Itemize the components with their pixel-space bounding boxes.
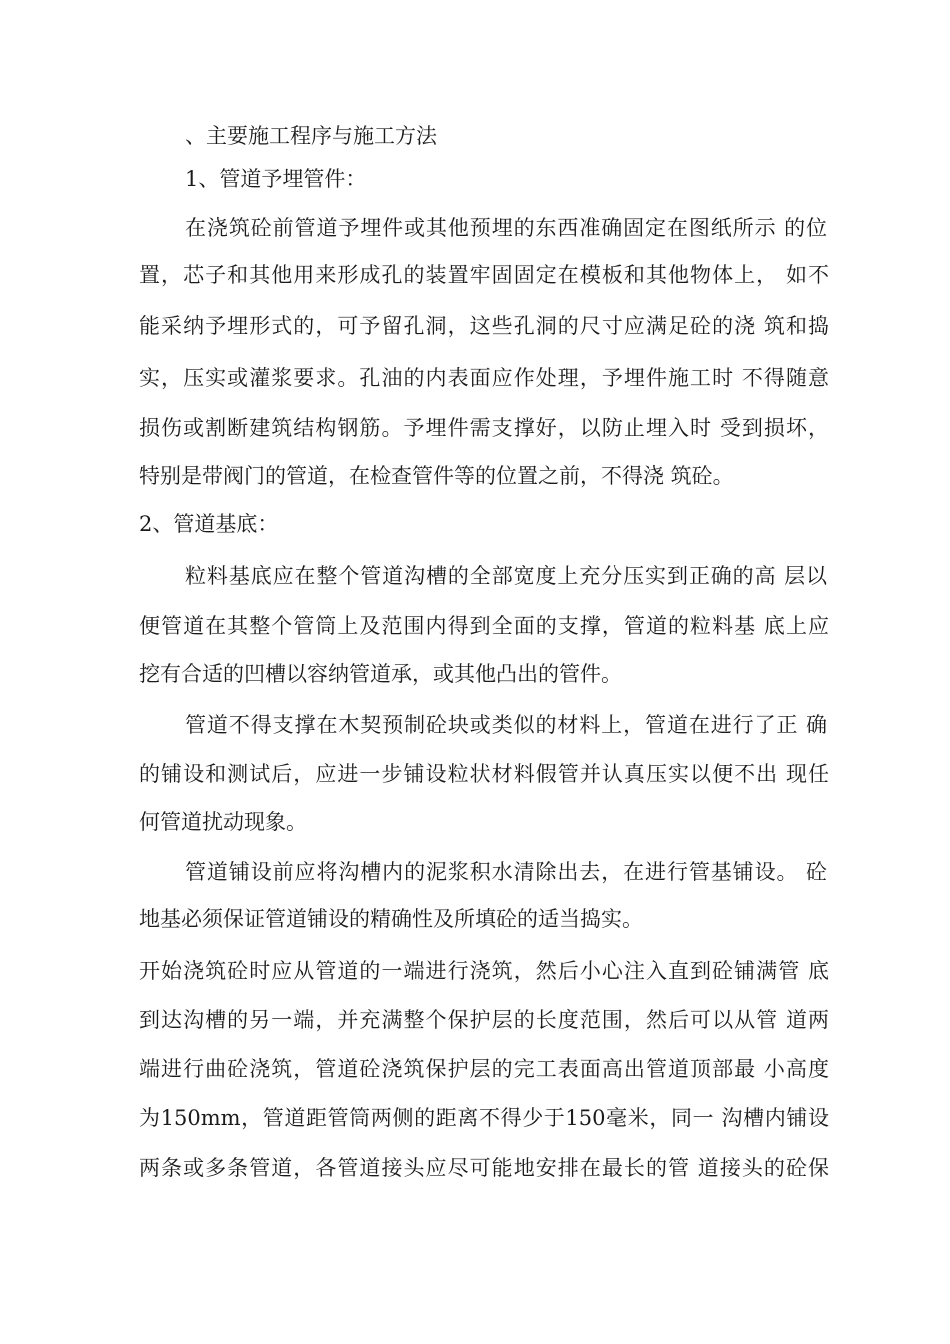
- paragraph-5-line: 到达沟槽的另一端，并充满整个保护层的长度范围，然后可以从管 道两: [139, 1008, 829, 1032]
- paragraph-5-line: 端进行曲砼浇筑，管道砼浇筑保护层的完工表面高出管道顶部最 小高度: [139, 1057, 829, 1081]
- paragraph-5-line: 开始浇筑砼时应从管道的一端进行浇筑，然后小心注入直到砼铺满管 底: [139, 959, 829, 983]
- paragraph-3-line: 何管道扰动现象。: [139, 810, 307, 834]
- paragraph-1-line: 损伤或割断建筑结构钢筋。予埋件需支撑好，以防止埋入时 受到损坏，: [139, 416, 829, 440]
- paragraph-1-line: 实，压实或灌浆要求。孔油的内表面应作处理，予埋件施工时 不得随意: [139, 366, 829, 390]
- paragraph-1-line: 置，芯子和其他用来形成孔的装置牢固固定在模板和其他物体上， 如不: [139, 263, 829, 287]
- section-title: 、主要施工程序与施工方法: [185, 124, 437, 148]
- paragraph-4-line: 管道铺设前应将沟槽内的泥浆积水清除出去，在进行管基铺设。 砼: [185, 860, 827, 884]
- paragraph-1-line: 特别是带阀门的管道，在检查管件等的位置之前，不得浇 筑砼。: [139, 464, 734, 488]
- heading-2: 2、管道基底：: [139, 512, 279, 536]
- paragraph-1-line: 能采纳予埋形式的，可予留孔洞，这些孔洞的尺寸应满足砼的浇 筑和捣: [139, 314, 829, 338]
- paragraph-2-line: 粒料基底应在整个管道沟槽的全部宽度上充分压实到正确的高 层以: [185, 564, 827, 588]
- paragraph-1-line: 在浇筑砼前管道予埋件或其他预埋的东西准确固定在图纸所示 的位: [185, 216, 827, 240]
- paragraph-4-line: 地基必须保证管道铺设的精确性及所填砼的适当捣实。: [139, 907, 643, 931]
- paragraph-3-line: 的铺设和测试后，应进一步铺设粒状材料假管并认真压实以便不出 现任: [139, 762, 829, 786]
- heading-1: 1、管道予埋管件：: [185, 167, 367, 191]
- paragraph-3-line: 管道不得支撑在木契预制砼块或类似的材料上，管道在进行了正 确: [185, 713, 827, 737]
- paragraph-5-line: 两条或多条管道，各管道接头应尽可能地安排在最长的管 道接头的砼保: [139, 1156, 829, 1180]
- paragraph-5-line: 为150mm，管道距管筒两侧的距离不得少于150毫米，同一 沟槽内铺设: [139, 1106, 829, 1130]
- paragraph-2-line: 挖有合适的凹槽以容纳管道承，或其他凸出的管件。: [139, 662, 622, 686]
- paragraph-2-line: 便管道在其整个管筒上及范围内得到全面的支撑，管道的粒料基 底上应: [139, 614, 829, 638]
